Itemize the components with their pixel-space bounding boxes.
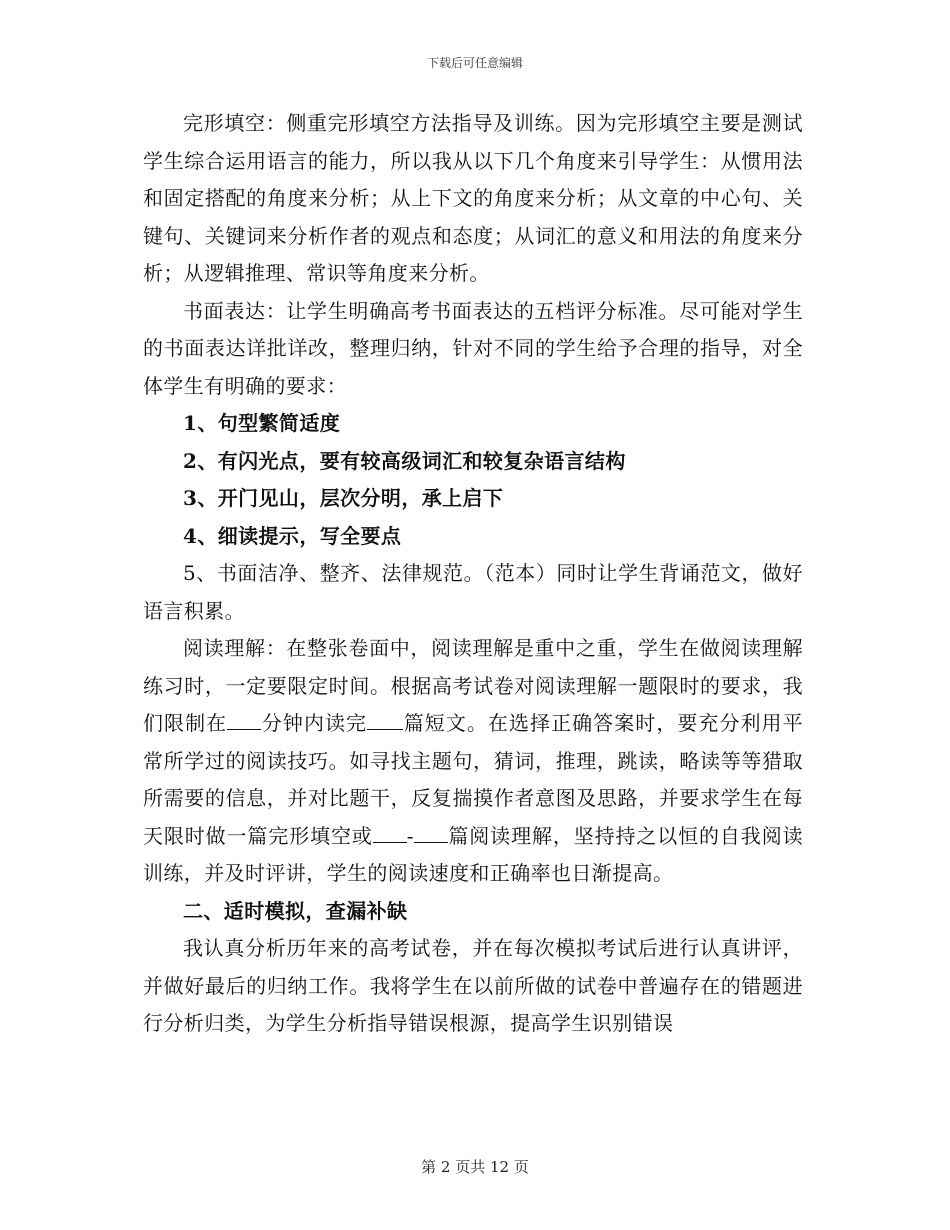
- list-item-4: 4、细读提示，写全要点: [183, 523, 402, 548]
- list-item-2: 2、有闪光点，要有较高级词汇和较复杂语言结构: [183, 448, 626, 473]
- reading-text-c: 篇短文。在选择正确答案时，要充分利用平常所学过的阅读技巧。如寻找主题句，猜词，推理，跳读，略读等等猎取所需要的信息，并对比题干，反复揣摸作者意图及思路，并要求学生在每天限时做一篇完形填空或: [143, 711, 803, 848]
- paragraph-reading: [143, 630, 803, 893]
- reading-text-e: 篇阅读理解，坚持持之以恒的自我阅读训练，并及时评讲，学生的阅读速度和正确率也日渐提高。: [143, 823, 803, 885]
- blank-range-end: [414, 842, 448, 843]
- blank-minutes: [227, 729, 261, 730]
- blank-passages: [367, 729, 403, 730]
- paragraph-writing: 书面表达：让学生明确高考书面表达的五档评分标准。尽可能对学生的书面表达详批详改，整理归纳，针对不同的学生给予合理的指导，对全体学生有明确的要求：: [143, 298, 803, 398]
- paragraph-simulation: 我认真分析历年来的高考试卷，并在每次模拟考试后进行认真讲评，并做好最后的归纳工作。我将学生在以前所做的试卷中普遍存在的错题进行分析归类，为学生分析指导错误根源，提高学生识别错误: [143, 936, 803, 1035]
- list-item-5: 5、书面洁净、整齐、法律规范。（范本）同时让学生背诵范文，做好语言积累。: [143, 561, 803, 623]
- list-item-1: 1、句型繁简适度: [183, 411, 341, 435]
- reading-text-a: 阅读理解：在整张卷面中，阅读理解是重中之重，学生在做阅读理解练习时，一定要限定时间。根据高考试卷对阅读理解一题限时的要求，我们限制在: [143, 636, 803, 735]
- paragraph-cloze: 完形填空：侧重完形填空方法指导及训练。因为完形填空主要是测试学生综合运用语言的能力，所以我从以下几个角度来引导学生：从惯用法和固定搭配的角度来分析；从上下文的角度来分析；从文章的中心句、关键句、关键词来分析作者的观点和态度；从词汇的意义和用法的角度来分析；从逻辑推理、常识等角度来分析。: [143, 111, 803, 285]
- page-number: 第 2 页共 12 页: [421, 1158, 529, 1176]
- reading-text-d: -: [406, 823, 414, 848]
- page-header: 下载后可任意编辑: [426, 56, 523, 70]
- section-heading: 二、适时模拟，查漏补缺: [183, 898, 408, 923]
- list-item-3: 3、开门见山，层次分明，承上启下: [183, 486, 504, 510]
- blank-range-start: [373, 842, 407, 843]
- document-body: [143, 105, 803, 1043]
- reading-text-b: 分钟内读完: [261, 711, 368, 735]
